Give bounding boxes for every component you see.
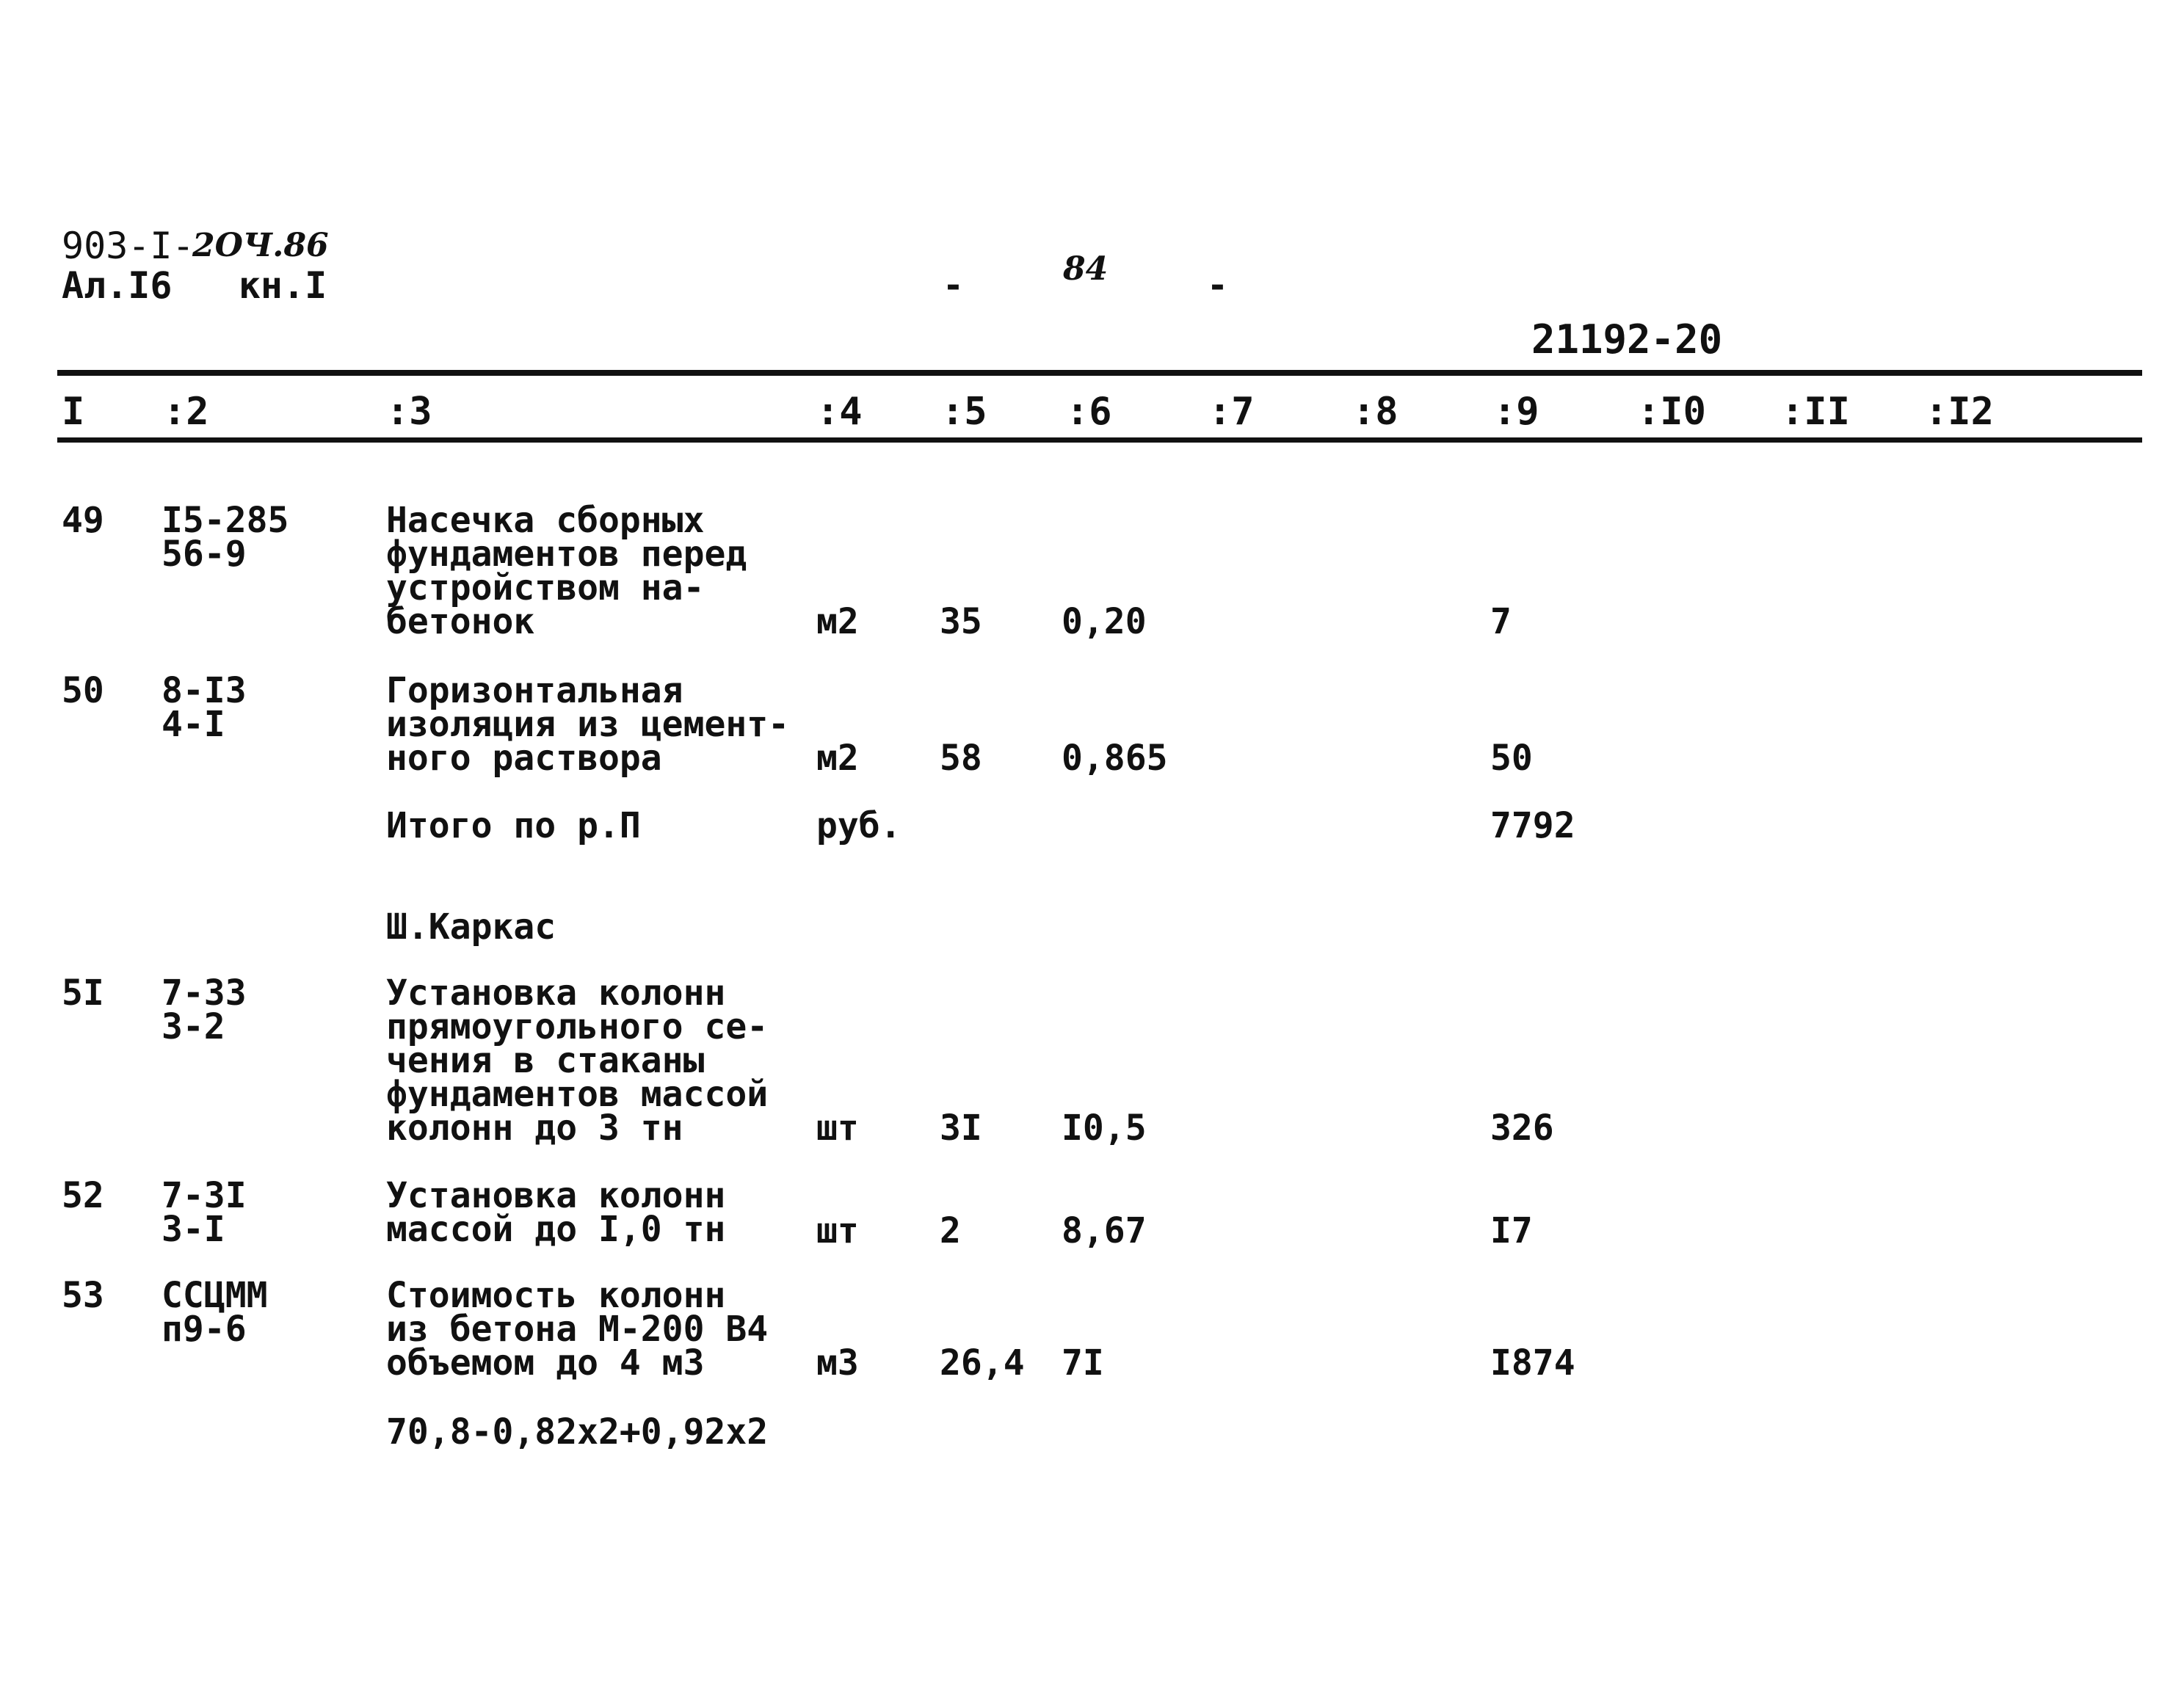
album-line: Ал.I6 кн.I <box>62 264 327 307</box>
subtotal-label: Итого по р.П <box>386 805 641 846</box>
doc-number-stamp: 21192-20 <box>1531 316 1723 363</box>
work-name: Установка колонн прямоугольного се- чения в стаканы фундаментов массой колонн до 3 тн <box>386 973 769 1149</box>
column-header-9: :9 <box>1493 390 1539 434</box>
column-header-6: :6 <box>1066 390 1112 434</box>
column-header-7: :7 <box>1208 390 1255 434</box>
column-header-10: :I0 <box>1637 390 1706 434</box>
unit: м2 <box>816 738 859 779</box>
unit-price: 0,20 <box>1062 601 1147 642</box>
header-bottom-rule <box>57 437 2142 443</box>
column-header-8: :8 <box>1352 390 1398 434</box>
norm-code: I5-285 56-9 <box>162 500 289 575</box>
column-header-5: :5 <box>941 390 987 434</box>
total-cost: 7 <box>1490 601 1512 642</box>
page-dash-left: - <box>943 265 964 306</box>
total-cost: 326 <box>1490 1108 1554 1149</box>
unit-price: 8,67 <box>1062 1210 1147 1251</box>
row-number: 53 <box>62 1275 104 1316</box>
page-dash-right: - <box>1207 265 1228 306</box>
top-rule <box>57 370 2142 376</box>
subtotal-unit: руб. <box>816 805 901 846</box>
quantity: 58 <box>940 738 982 779</box>
work-name: Стоимость колонн из бетона М-200 В4 объемом до 4 м3 <box>386 1275 769 1384</box>
doc-code-prefix: 903-I- <box>62 225 195 267</box>
column-header-3: :3 <box>386 390 432 434</box>
total-cost: I7 <box>1490 1210 1533 1251</box>
column-header-12: :I2 <box>1925 390 1994 434</box>
section-heading: Ш.Каркас <box>386 906 556 948</box>
unit: м3 <box>816 1342 859 1384</box>
page-number: 84 <box>1063 250 1109 288</box>
norm-code: 7-33 3-2 <box>162 973 247 1047</box>
quantity: 3I <box>940 1108 982 1149</box>
quantity: 26,4 <box>940 1342 1025 1384</box>
total-cost: 50 <box>1490 738 1533 779</box>
column-header-4: :4 <box>816 390 863 434</box>
work-name: Установка колонн массой до I,0 тн <box>386 1175 726 1250</box>
row-number: 5I <box>62 973 104 1014</box>
unit-price: 7I <box>1062 1342 1104 1384</box>
unit: м2 <box>816 601 859 642</box>
quantity: 35 <box>940 601 982 642</box>
quantity: 2 <box>940 1210 961 1251</box>
column-header-11: :II <box>1781 390 1850 434</box>
unit-price: I0,5 <box>1062 1108 1147 1149</box>
row-number: 50 <box>62 670 104 711</box>
unit-price: 0,865 <box>1062 738 1168 779</box>
norm-code: 7-3I 3-I <box>162 1175 247 1250</box>
unit: шт <box>816 1210 859 1251</box>
norm-code: ССЦММ п9-6 <box>162 1275 268 1350</box>
column-header-2: :2 <box>163 390 209 434</box>
total-cost: I874 <box>1490 1342 1575 1384</box>
row-number: 49 <box>62 500 104 541</box>
norm-code: 8-I3 4-I <box>162 670 247 745</box>
subtotal-value: 7792 <box>1490 805 1575 846</box>
column-header-1: I <box>62 390 85 434</box>
row-number: 52 <box>62 1175 104 1216</box>
calculation-note: 70,8-0,82х2+0,92х2 <box>386 1411 769 1453</box>
work-name: Насечка сборных фундаментов перед устройством на- бетонок <box>386 500 747 642</box>
work-name: Горизонтальная изоляция из цемент- ного раствора <box>386 670 790 779</box>
unit: шт <box>816 1108 859 1149</box>
doc-code-handwritten: 2ОЧ.86 <box>192 227 329 264</box>
